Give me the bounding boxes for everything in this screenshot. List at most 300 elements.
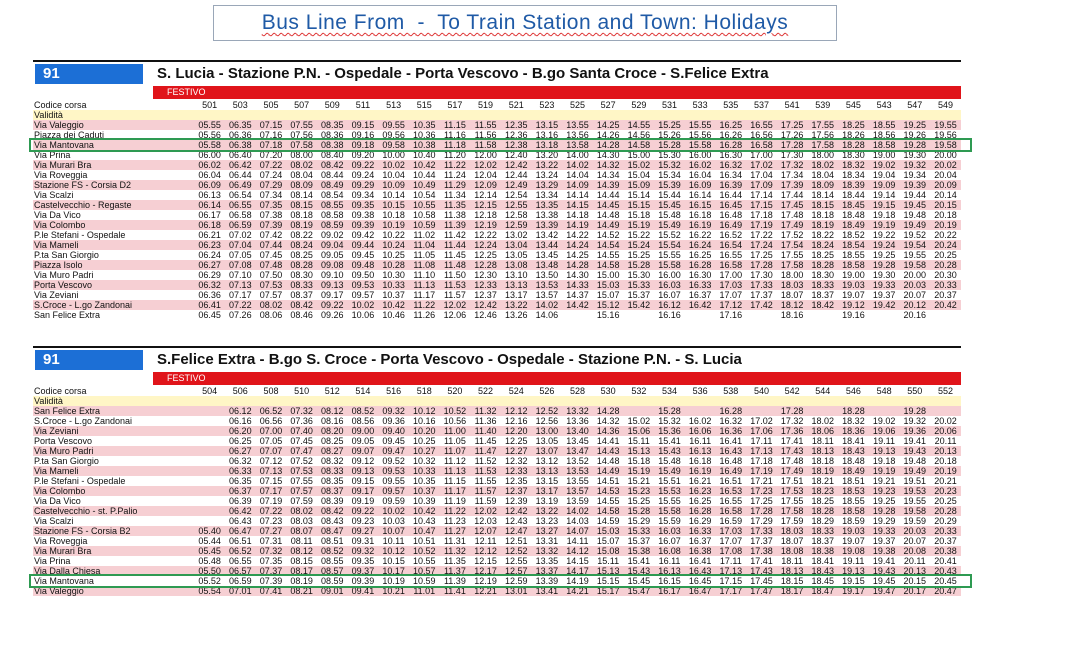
time-cell: 07.45	[256, 250, 287, 260]
time-cell: 17.00	[715, 270, 746, 280]
time-cell: 20.47	[930, 586, 961, 596]
time-cell: 15.49	[654, 220, 685, 230]
table-row	[33, 556, 961, 566]
time-cell: 19.03	[838, 280, 869, 290]
time-cell: 15.25	[654, 120, 685, 130]
time-cell: 18.45	[838, 200, 869, 210]
time-cell: 11.36	[470, 416, 501, 426]
stop-name: Stazione FS - Corsia B2	[33, 526, 194, 536]
time-cell: 06.23	[194, 240, 225, 250]
time-cell: 08.11	[286, 536, 317, 546]
stop-name: Castelvecchio - st. P.Palio	[33, 506, 194, 516]
time-cell: 10.17	[378, 566, 409, 576]
trip-code: 504	[194, 385, 225, 396]
time-cell: 12.33	[470, 280, 501, 290]
time-cell: 08.43	[317, 516, 348, 526]
time-cell: 17.41	[777, 436, 808, 446]
time-cell: 12.37	[470, 290, 501, 300]
time-cell: 14.43	[593, 446, 624, 456]
time-cell: 05.55	[194, 120, 225, 130]
time-cell: 07.26	[225, 310, 256, 320]
time-cell: 06.40	[225, 150, 256, 160]
time-cell: 10.12	[409, 406, 440, 416]
stop-name: Via Dalla Chiesa	[33, 566, 194, 576]
time-cell	[746, 310, 777, 320]
time-cell: 10.40	[409, 150, 440, 160]
time-cell: 15.58	[654, 506, 685, 516]
time-cell: 14.19	[562, 220, 593, 230]
time-cell: 19.58	[899, 260, 930, 270]
time-cell: 16.23	[685, 486, 716, 496]
time-cell: 14.30	[562, 270, 593, 280]
time-cell: 18.18	[807, 210, 838, 220]
trip-code: 548	[869, 385, 900, 396]
time-cell: 07.32	[286, 406, 317, 416]
time-cell: 20.18	[930, 210, 961, 220]
time-cell: 19.43	[899, 446, 930, 456]
time-cell: 19.55	[899, 250, 930, 260]
validity-cell	[470, 110, 501, 120]
code-row	[33, 385, 961, 396]
stop-name: P.ta San Giorgio	[33, 250, 194, 260]
time-cell: 08.24	[286, 240, 317, 250]
time-cell: 18.21	[807, 476, 838, 486]
time-cell: 12.27	[501, 446, 532, 456]
time-cell: 19.30	[899, 150, 930, 160]
validity-cell	[777, 396, 808, 406]
time-cell: 18.53	[838, 486, 869, 496]
table-row	[33, 496, 961, 506]
time-cell: 10.09	[378, 180, 409, 190]
time-cell: 15.25	[624, 496, 655, 506]
time-cell: 16.30	[715, 150, 746, 160]
time-cell: 19.37	[869, 536, 900, 546]
time-cell: 10.42	[378, 300, 409, 310]
time-cell: 15.33	[624, 526, 655, 536]
time-cell: 09.57	[348, 290, 379, 300]
time-cell: 15.36	[654, 426, 685, 436]
time-cell: 18.51	[838, 476, 869, 486]
time-cell: 11.35	[440, 556, 471, 566]
time-cell: 17.24	[746, 240, 777, 250]
time-cell: 09.18	[348, 140, 379, 150]
trip-code: 517	[440, 99, 471, 110]
time-cell: 07.55	[286, 120, 317, 130]
time-cell: 16.02	[685, 160, 716, 170]
time-cell: 07.10	[225, 270, 256, 280]
validity-cell	[225, 110, 256, 120]
time-cell: 20.16	[899, 310, 930, 320]
time-cell: 08.32	[317, 456, 348, 466]
time-cell: 07.32	[256, 546, 287, 556]
time-cell: 12.40	[501, 150, 532, 160]
time-cell: 13.45	[532, 250, 563, 260]
time-cell: 07.31	[256, 536, 287, 546]
time-cell: 13.12	[532, 456, 563, 466]
time-cell: 16.42	[685, 300, 716, 310]
time-cell: 14.48	[593, 456, 624, 466]
time-cell: 18.17	[777, 586, 808, 596]
time-cell: 11.13	[440, 466, 471, 476]
time-cell: 18.48	[838, 456, 869, 466]
time-cell: 18.07	[777, 290, 808, 300]
time-cell: 07.00	[256, 426, 287, 436]
trip-code: 533	[685, 99, 716, 110]
time-cell: 08.22	[286, 230, 317, 240]
time-cell: 08.49	[317, 180, 348, 190]
time-cell: 15.09	[624, 180, 655, 190]
time-cell: 15.18	[624, 456, 655, 466]
validity-cell	[899, 396, 930, 406]
time-cell: 18.12	[777, 300, 808, 310]
time-cell: 08.58	[317, 210, 348, 220]
validity-cell	[348, 110, 379, 120]
time-cell: 11.42	[440, 230, 471, 240]
time-cell: 15.00	[624, 150, 655, 160]
time-cell: 19.32	[899, 160, 930, 170]
time-cell: 12.49	[501, 180, 532, 190]
time-cell: 15.33	[624, 280, 655, 290]
time-cell: 06.57	[225, 566, 256, 576]
table-row	[33, 536, 961, 546]
time-cell: 08.15	[286, 200, 317, 210]
time-cell: 13.36	[562, 416, 593, 426]
time-cell: 16.21	[685, 476, 716, 486]
time-cell: 14.25	[562, 250, 593, 260]
validity-cell	[532, 396, 563, 406]
time-cell: 17.32	[777, 416, 808, 426]
time-cell: 19.23	[869, 486, 900, 496]
time-cell: 18.28	[838, 406, 869, 416]
time-cell: 20.04	[930, 170, 961, 180]
time-cell: 07.04	[225, 240, 256, 250]
time-cell: 12.28	[470, 260, 501, 270]
timetable-section-outbound	[33, 60, 961, 320]
trip-code: 519	[470, 99, 501, 110]
stop-name: P.le Stefani - Ospedale	[33, 230, 194, 240]
time-cell: 10.02	[378, 160, 409, 170]
time-cell: 09.53	[378, 466, 409, 476]
time-cell: 19.18	[869, 456, 900, 466]
time-cell: 06.27	[194, 260, 225, 270]
time-cell: 15.26	[654, 130, 685, 140]
time-cell: 12.17	[470, 566, 501, 576]
time-cell: 11.37	[440, 566, 471, 576]
time-cell: 07.29	[256, 180, 287, 190]
time-cell: 11.18	[440, 140, 471, 150]
time-cell: 12.59	[501, 220, 532, 230]
time-cell: 17.16	[715, 310, 746, 320]
time-cell: 06.59	[225, 220, 256, 230]
validity-cell	[470, 396, 501, 406]
time-cell: 20.09	[930, 180, 961, 190]
time-cell: 09.05	[348, 436, 379, 446]
time-cell: 14.19	[562, 576, 593, 586]
time-cell: 17.49	[777, 220, 808, 230]
stop-name: San Felice Extra	[33, 310, 194, 320]
validity-cell	[225, 396, 256, 406]
time-cell: 16.36	[715, 426, 746, 436]
time-cell: 12.55	[501, 200, 532, 210]
table-row	[33, 230, 961, 240]
time-cell: 16.45	[715, 200, 746, 210]
time-cell: 09.29	[348, 180, 379, 190]
time-cell: 06.58	[225, 210, 256, 220]
time-cell: 16.43	[685, 566, 716, 576]
time-cell: 18.04	[807, 170, 838, 180]
time-cell: 10.02	[348, 300, 379, 310]
table-row	[33, 446, 961, 456]
time-cell: 10.59	[409, 220, 440, 230]
validity-cell	[746, 110, 777, 120]
time-cell: 18.58	[838, 506, 869, 516]
time-cell: 19.13	[838, 566, 869, 576]
time-cell: 13.07	[532, 446, 563, 456]
validity-cell	[715, 396, 746, 406]
time-cell: 19.51	[899, 476, 930, 486]
time-cell: 09.35	[348, 556, 379, 566]
time-cell: 16.00	[685, 150, 716, 160]
trip-code: 532	[624, 385, 655, 396]
time-cell: 20.00	[930, 150, 961, 160]
time-cell: 17.34	[777, 170, 808, 180]
time-cell: 10.42	[409, 160, 440, 170]
time-cell: 13.00	[532, 426, 563, 436]
time-cell: 15.53	[654, 486, 685, 496]
time-cell: 12.02	[440, 300, 471, 310]
time-cell: 19.07	[838, 290, 869, 300]
time-cell: 15.48	[654, 210, 685, 220]
validity-cell	[317, 396, 348, 406]
time-cell: 11.55	[470, 476, 501, 486]
time-cell: 17.22	[746, 230, 777, 240]
time-cell: 13.05	[532, 436, 563, 446]
time-cell: 06.32	[194, 280, 225, 290]
time-cell: 13.15	[532, 476, 563, 486]
time-cell: 11.52	[470, 456, 501, 466]
time-cell: 07.13	[225, 280, 256, 290]
stop-name: Piazza Isolo	[33, 260, 194, 270]
time-cell: 20.03	[899, 280, 930, 290]
time-cell: 10.25	[378, 250, 409, 260]
time-cell: 08.59	[317, 220, 348, 230]
time-cell: 05.52	[194, 576, 225, 586]
trip-code: 521	[501, 99, 532, 110]
stop-name: Via Murari Bra	[33, 546, 194, 556]
trip-code: 550	[899, 385, 930, 396]
time-cell: 16.25	[685, 496, 716, 506]
time-cell: 17.51	[777, 476, 808, 486]
time-cell: 13.17	[532, 486, 563, 496]
time-cell: 13.58	[562, 140, 593, 150]
time-cell: 11.29	[440, 180, 471, 190]
time-cell: 19.02	[869, 160, 900, 170]
time-cell: 15.37	[624, 536, 655, 546]
trip-code: 527	[593, 99, 624, 110]
time-cell: 19.45	[869, 576, 900, 586]
time-cell: 20.13	[899, 566, 930, 576]
time-cell	[930, 406, 961, 416]
time-cell: 08.42	[286, 300, 317, 310]
time-cell	[624, 406, 655, 416]
time-cell: 08.07	[286, 526, 317, 536]
time-cell: 17.55	[777, 496, 808, 506]
time-cell: 17.23	[746, 486, 777, 496]
time-cell: 18.58	[869, 140, 900, 150]
code-row	[33, 99, 961, 110]
time-cell: 20.28	[930, 260, 961, 270]
time-cell: 20.03	[899, 526, 930, 536]
time-cell: 14.55	[624, 120, 655, 130]
time-cell: 15.21	[624, 476, 655, 486]
table-row	[33, 586, 961, 596]
time-cell: 14.32	[593, 416, 624, 426]
trip-code: 530	[593, 385, 624, 396]
time-cell: 17.11	[715, 556, 746, 566]
time-cell: 15.55	[654, 496, 685, 506]
time-cell: 17.25	[746, 250, 777, 260]
time-cell: 09.57	[378, 486, 409, 496]
time-cell: 12.24	[470, 240, 501, 250]
time-cell: 09.13	[348, 466, 379, 476]
time-cell: 13.20	[532, 150, 563, 160]
time-cell: 09.55	[378, 120, 409, 130]
time-cell: 17.02	[746, 416, 777, 426]
time-cell: 07.18	[256, 140, 287, 150]
time-cell: 10.55	[409, 556, 440, 566]
time-cell: 17.15	[746, 200, 777, 210]
time-cell: 15.58	[654, 260, 685, 270]
time-cell: 20.19	[930, 220, 961, 230]
time-cell: 10.54	[409, 190, 440, 200]
time-cell: 06.44	[225, 170, 256, 180]
time-cell: 15.07	[593, 536, 624, 546]
table-row	[33, 270, 961, 280]
time-cell: 13.35	[532, 200, 563, 210]
time-cell: 19.39	[899, 180, 930, 190]
validity-cell	[593, 110, 624, 120]
time-cell: 18.42	[807, 300, 838, 310]
validity-cell	[286, 110, 317, 120]
time-cell: 08.47	[317, 526, 348, 536]
time-cell: 09.17	[348, 486, 379, 496]
time-cell: 17.39	[777, 180, 808, 190]
time-cell: 09.53	[348, 280, 379, 290]
time-cell: 09.17	[317, 290, 348, 300]
time-cell: 18.02	[807, 416, 838, 426]
time-cell: 08.39	[317, 496, 348, 506]
stop-name: Via Da Vico	[33, 496, 194, 506]
time-cell	[869, 406, 900, 416]
time-cell: 11.50	[440, 270, 471, 280]
time-cell: 08.33	[317, 466, 348, 476]
time-cell: 11.05	[409, 250, 440, 260]
time-cell: 12.56	[532, 416, 563, 426]
time-cell: 06.59	[225, 576, 256, 586]
time-cell: 18.19	[807, 466, 838, 476]
time-cell: 14.56	[624, 130, 655, 140]
timetable	[33, 99, 961, 320]
time-cell: 19.19	[869, 466, 900, 476]
trip-code: 526	[532, 385, 563, 396]
table-row	[33, 576, 961, 586]
time-cell: 06.17	[194, 210, 225, 220]
time-cell: 06.36	[194, 290, 225, 300]
time-cell: 12.46	[470, 310, 501, 320]
time-cell: 19.07	[838, 536, 869, 546]
time-cell: 14.41	[593, 436, 624, 446]
time-cell: 17.03	[715, 280, 746, 290]
time-cell: 17.54	[777, 240, 808, 250]
trip-code: 518	[409, 385, 440, 396]
time-cell: 17.49	[777, 466, 808, 476]
time-cell: 19.25	[869, 496, 900, 506]
time-cell: 17.52	[777, 230, 808, 240]
time-cell: 15.28	[654, 140, 685, 150]
time-cell: 17.36	[777, 426, 808, 436]
time-cell: 10.32	[409, 456, 440, 466]
time-cell: 17.38	[746, 546, 777, 556]
time-cell: 12.03	[470, 516, 501, 526]
route-title: S. Lucia - Stazione P.N. - Ospedale - Porta Vescovo - B.go Santa Croce - S.Felice Extra	[157, 65, 769, 82]
time-cell: 13.32	[562, 406, 593, 416]
time-cell: 16.00	[654, 270, 685, 280]
time-cell: 16.51	[715, 476, 746, 486]
time-cell: 12.25	[470, 250, 501, 260]
stop-name: Via Murari Bra	[33, 160, 194, 170]
time-cell: 07.38	[256, 210, 287, 220]
time-cell: 07.48	[256, 260, 287, 270]
table-row	[33, 140, 961, 150]
time-cell: 13.35	[532, 556, 563, 566]
table-row	[33, 310, 961, 320]
table-row	[33, 436, 961, 446]
time-cell: 15.59	[654, 516, 685, 526]
time-cell: 07.41	[256, 586, 287, 596]
line-number-badge: 91	[35, 350, 143, 370]
validity-row	[33, 110, 961, 120]
time-cell: 16.18	[685, 456, 716, 466]
time-cell: 08.17	[286, 566, 317, 576]
time-cell: 07.36	[286, 416, 317, 426]
time-cell: 06.35	[225, 120, 256, 130]
festivo-bar-row	[33, 86, 961, 99]
time-cell: 09.50	[348, 270, 379, 280]
time-cell: 16.24	[685, 240, 716, 250]
time-cell: 15.41	[654, 436, 685, 446]
time-cell: 11.59	[470, 496, 501, 506]
time-cell: 17.55	[807, 120, 838, 130]
time-cell: 08.37	[286, 290, 317, 300]
time-cell: 11.16	[440, 130, 471, 140]
time-cell: 09.26	[317, 310, 348, 320]
time-cell: 14.59	[593, 516, 624, 526]
time-cell: 11.48	[440, 260, 471, 270]
time-cell: 14.44	[593, 190, 624, 200]
time-cell: 15.45	[624, 576, 655, 586]
time-cell: 12.32	[501, 456, 532, 466]
time-cell: 18.58	[838, 260, 869, 270]
table-row	[33, 260, 961, 270]
trip-code: 503	[225, 99, 256, 110]
time-cell: 09.12	[348, 456, 379, 466]
time-cell: 18.30	[838, 150, 869, 160]
time-cell: 16.11	[685, 436, 716, 446]
time-cell: 08.06	[256, 310, 287, 320]
time-cell: 14.55	[593, 250, 624, 260]
time-cell: 14.33	[562, 280, 593, 290]
validity-cell	[869, 396, 900, 406]
